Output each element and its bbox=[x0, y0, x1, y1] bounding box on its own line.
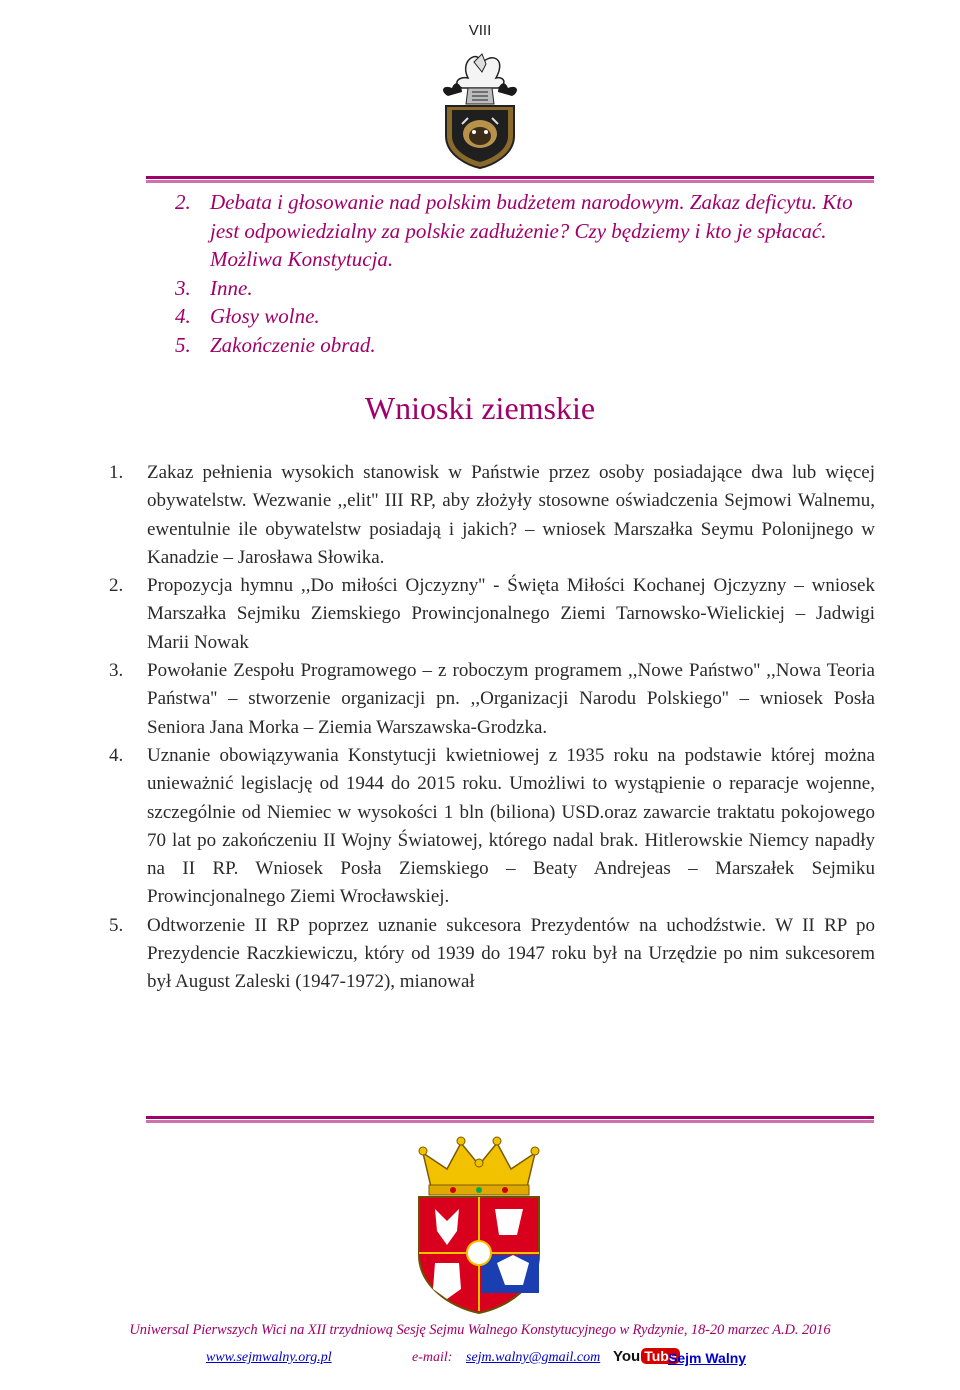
motion-item bbox=[109, 657, 875, 742]
agenda-item-number: 3. bbox=[175, 275, 191, 300]
section-title: Wnioski ziemskie bbox=[364, 390, 596, 426]
agenda-item-text: Debata i głosowanie nad polskim budżetem narodowym. Zakaz deficytu. Kto jest odpowiedzialny za polskie zadłużenie? Czy będziemy i kto je spłacać. Możliwa Konstytucja. bbox=[210, 190, 853, 271]
motion-number: 1. bbox=[109, 462, 124, 483]
bottom-divider bbox=[146, 1116, 874, 1124]
motion-text: Uznanie obowiązywania Konstytucji kwietniowej z 1935 roku na podstawie której można unieważnić legislację od 1944 do 2015 roku. Umożliwi to wystąpienie o reparacje wojenne, szczególnie od Niemiec w wysokości 1 bln (biliona) USD.oraz zawarcie traktatu pokojowego 70 lat po zakończeniu II Wojny Światowej, którego nadal brak. Hitlerowskie Niemcy napadły na II RP. Wniosek Posła Ziemskiego – Beaty Andrejeas – Marszałek Sejmiku Prowincjonalnego Ziemi Wrocławskiej. bbox=[147, 744, 875, 908]
agenda-item bbox=[175, 188, 855, 274]
motion-number: 2. bbox=[109, 575, 124, 597]
agenda-item bbox=[175, 302, 855, 331]
email-label: e-mail: bbox=[412, 1350, 453, 1365]
agenda-list bbox=[175, 188, 855, 359]
agenda-item-text: Głosy wolne. bbox=[210, 304, 320, 328]
agenda-item-text: Inne. bbox=[210, 275, 253, 300]
motion-text: Propozycja hymnu ,,Do miłości Ojczyzny'' - Święta Miłości Kochanej Ojczyzny – wniosek Marszałka Sejmiku Ziemskiego Prowincjonalnego Ziemi Tarnowsko-Wielickiej – Jadwigi Marii Nowak bbox=[147, 575, 875, 653]
agenda-item-text: Zakończenie obrad. bbox=[210, 332, 376, 357]
agenda-item bbox=[175, 274, 855, 303]
agenda-item-number: 5. bbox=[175, 332, 191, 357]
top-divider bbox=[146, 176, 874, 184]
footer-links bbox=[206, 1344, 766, 1370]
agenda-item-number: 4. bbox=[175, 304, 191, 328]
motion-text: Odtworzenie II RP poprzez uznanie sukcesora Prezydentów na uchodźstwie. W II RP po Prezydencie Raczkiewiczu, który od 1939 do 1947 roku był na Urzędzie po nim sukcesorem był August Zaleski (1947-1972), mianował bbox=[147, 914, 875, 993]
motion-item bbox=[109, 572, 875, 657]
youtube-logo-tube: Tube bbox=[641, 1348, 679, 1364]
footer-proclamation: Uniwersal Pierwszych Wici na XII trzydniową Sesję Sejmu Walnego Konstytucyjnego w Rydzynie, 18-20 marzec A.D. 2016 bbox=[129, 1322, 831, 1338]
motion-item bbox=[109, 742, 875, 912]
website-link[interactable]: www.sejmwalny.org.pl bbox=[206, 1350, 332, 1365]
motion-number: 4. bbox=[109, 744, 124, 766]
agenda-item-number: 2. bbox=[175, 190, 191, 214]
motion-text: Powołanie Zespołu Programowego – z roboczym programem ,,Nowe Państwo'' ,,Nowa Teoria Państwa'' – stworzenie organizacji pn. ,,Organizacji Narodu Polskiego'' – wniosek Posła Seniora Jana Morka – Ziemia Warszawska-Grodzka. bbox=[147, 660, 875, 738]
youtube-logo-you: You bbox=[613, 1347, 641, 1365]
motion-number: 3. bbox=[109, 660, 124, 682]
commonwealth-coat-of-arms-icon bbox=[413, 1135, 545, 1315]
motion-item bbox=[109, 912, 875, 997]
motion-item bbox=[109, 459, 875, 572]
motion-text: Zakaz pełnienia wysokich stanowisk w Państwie przez osoby posiadające dwa lub więcej obywatelstw. Wezwanie ,,elit'' III RP, aby złożyły stosowne oświadczenia Sejmowi Walnemu, ewentulnie ile obywatelstw posiadają i jakich? – wniosek Marszałka Seymu Polonijnego w Kanadzie – Jarosława Słowika. bbox=[147, 462, 875, 568]
agenda-item bbox=[175, 331, 855, 360]
email-link[interactable]: sejm.walny@gmail.com bbox=[466, 1350, 601, 1365]
motion-number: 5. bbox=[109, 914, 124, 936]
coat-of-arms-icon bbox=[438, 48, 522, 170]
page-number: VIII bbox=[468, 22, 492, 39]
motions-list bbox=[109, 459, 875, 997]
youtube-channel-link[interactable]: Sejm Walny bbox=[668, 1350, 747, 1366]
